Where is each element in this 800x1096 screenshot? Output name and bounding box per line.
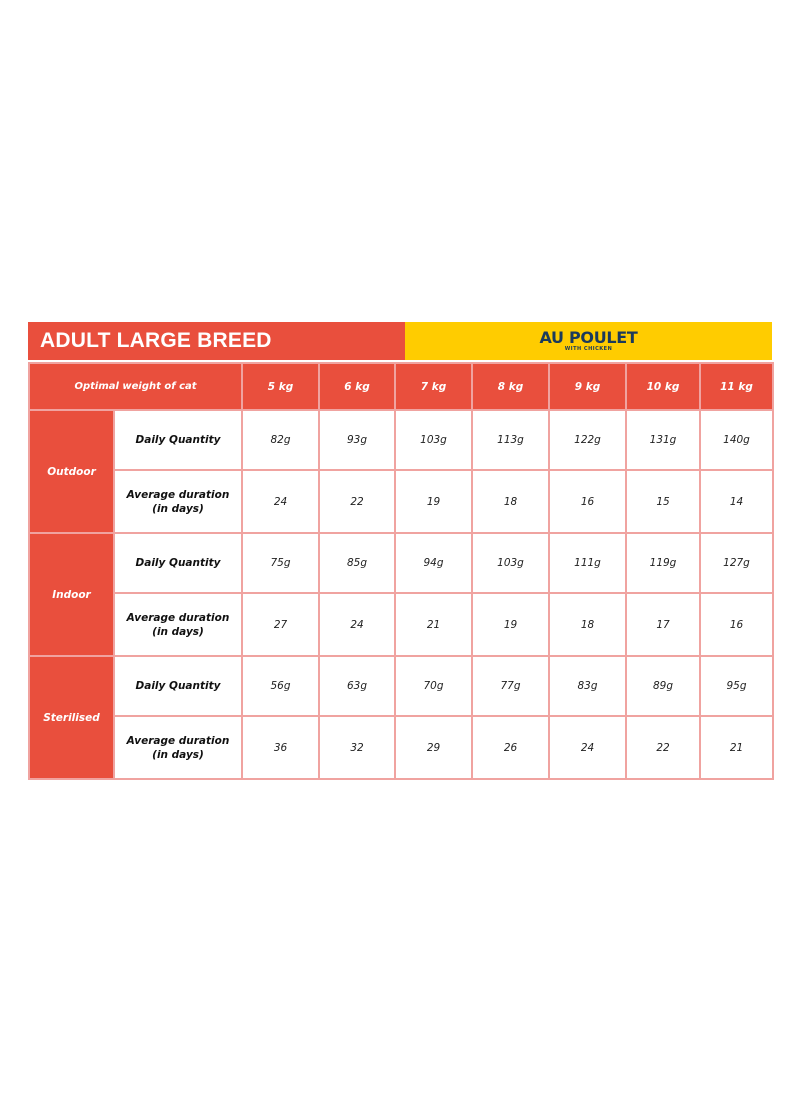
value-cell: 103g [472,533,549,593]
value-cell: 24 [242,470,319,533]
value-cell: 26 [472,716,549,779]
value-cell: 93g [319,410,395,470]
weight-header: 8 kg [472,363,549,410]
metric-label: Daily Quantity [114,410,242,470]
value-cell: 119g [626,533,700,593]
value-cell: 16 [700,593,773,656]
brand-name: AU POULET [539,327,638,347]
weight-header-row [29,363,773,410]
value-cell: 18 [472,470,549,533]
value-cell: 127g [700,533,773,593]
value-cell: 27 [242,593,319,656]
value-cell: 122g [549,410,626,470]
weight-header: 5 kg [242,363,319,410]
weight-header: 9 kg [549,363,626,410]
value-cell: 94g [395,533,472,593]
value-cell: 113g [472,410,549,470]
brand-logo [405,322,772,360]
table-row [29,410,773,470]
group-label: Outdoor [29,410,114,533]
table-row [29,533,773,593]
value-cell: 82g [242,410,319,470]
value-cell: 75g [242,533,319,593]
value-cell: 17 [626,593,700,656]
value-cell: 70g [395,656,472,716]
value-cell: 32 [319,716,395,779]
value-cell: 19 [472,593,549,656]
metric-label: Daily Quantity [114,656,242,716]
metric-label: Average duration (in days) [114,716,242,779]
value-cell: 16 [549,470,626,533]
value-cell: 18 [549,593,626,656]
value-cell: 56g [242,656,319,716]
feeding-guide [28,322,772,780]
weight-header: 10 kg [626,363,700,410]
metric-label: Average duration (in days) [114,593,242,656]
value-cell: 24 [319,593,395,656]
value-cell: 103g [395,410,472,470]
weight-header: 6 kg [319,363,395,410]
value-cell: 19 [395,470,472,533]
value-cell: 22 [319,470,395,533]
table-row [29,470,773,533]
value-cell: 24 [549,716,626,779]
value-cell: 77g [472,656,549,716]
value-cell: 131g [626,410,700,470]
value-cell: 36 [242,716,319,779]
value-cell: 140g [700,410,773,470]
value-cell: 21 [395,593,472,656]
value-cell: 83g [549,656,626,716]
table-row [29,593,773,656]
value-cell: 89g [626,656,700,716]
table-row [29,716,773,779]
weight-header: 11 kg [700,363,773,410]
weight-header-label: Optimal weight of cat [29,363,242,410]
value-cell: 95g [700,656,773,716]
value-cell: 111g [549,533,626,593]
banner [28,322,772,360]
feeding-table [28,362,774,780]
metric-label: Daily Quantity [114,533,242,593]
value-cell: 22 [626,716,700,779]
value-cell: 29 [395,716,472,779]
group-label: Sterilised [29,656,114,779]
group-label: Indoor [29,533,114,656]
value-cell: 14 [700,470,773,533]
brand-subtitle: WITH CHICKEN [564,345,613,352]
feeding-table-body [29,410,773,779]
value-cell: 15 [626,470,700,533]
value-cell: 21 [700,716,773,779]
value-cell: 63g [319,656,395,716]
banner-title: ADULT LARGE BREED [28,322,405,360]
metric-label: Average duration (in days) [114,470,242,533]
weight-header: 7 kg [395,363,472,410]
table-row [29,656,773,716]
value-cell: 85g [319,533,395,593]
